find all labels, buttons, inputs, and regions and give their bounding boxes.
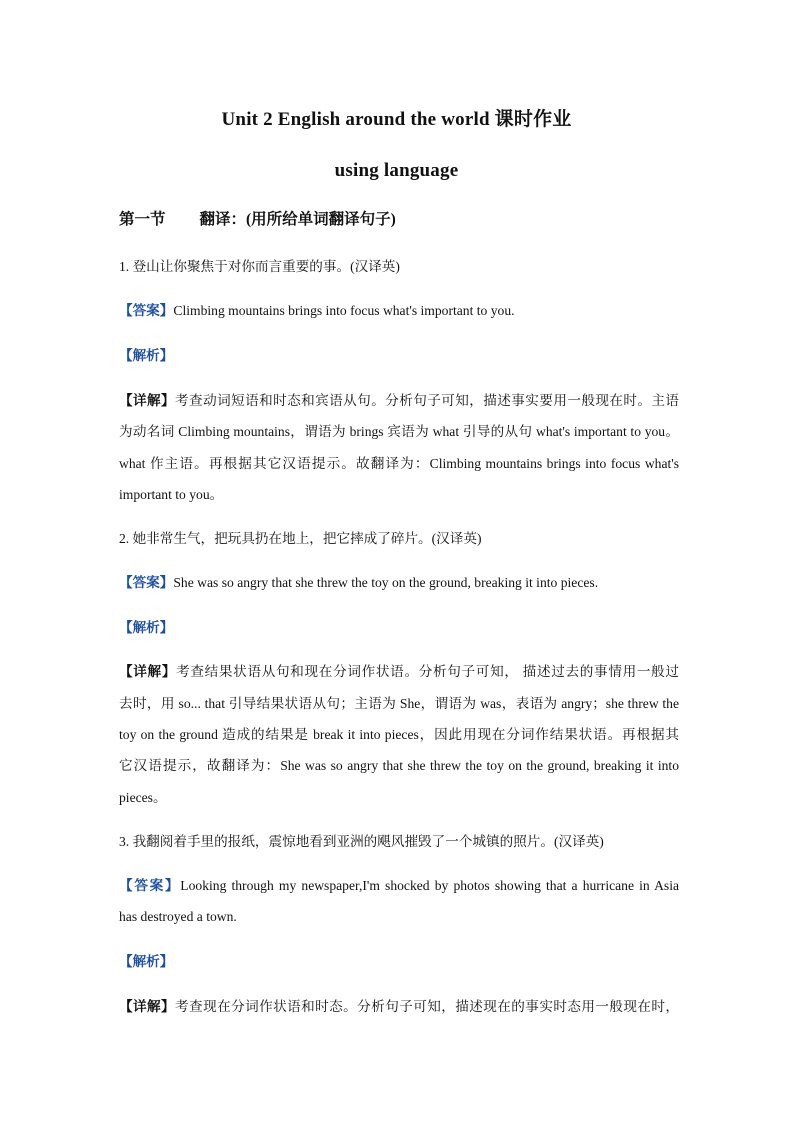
detail-line: what 作主语。再根据其它汉语提示。故翻译为：Climbing mountains brings into focus what's bbox=[119, 456, 679, 471]
detail-line bbox=[119, 663, 679, 681]
question-prompt: 2. 她非常生气，把玩具扔在地上，把它摔成了碎片。(汉译英) bbox=[119, 531, 482, 546]
detail-text: 考查结果状语从句和现在分词作状语。分析句子可知， 描述过去的事情用一般过 bbox=[176, 664, 679, 679]
analysis-label: 【解析】 bbox=[119, 620, 174, 635]
section-heading bbox=[119, 211, 679, 229]
detail-text: 考查动词短语和时态和宾语从句。分析句子可知，描述事实要用一般现在时。主语 bbox=[175, 393, 680, 408]
analysis-tag bbox=[119, 619, 679, 637]
answer-line bbox=[119, 574, 679, 592]
detail-line: 它汉语提示，故翻译为：She was so angry that she threw the toy on the ground, breaking it into bbox=[119, 758, 679, 773]
document-title: Unit 2 English around the world 课时作业 bbox=[221, 109, 572, 130]
detail-line: 为动名词 Climbing mountains，谓语为 brings 宾语为 what 引导的从句 what's important to you。 bbox=[119, 424, 679, 439]
detail-line bbox=[119, 392, 679, 410]
detail-tag: 【详解】 bbox=[119, 393, 176, 408]
analysis-label: 【解析】 bbox=[119, 954, 174, 969]
detail-line bbox=[119, 998, 679, 1016]
analysis-tag bbox=[119, 953, 679, 971]
detail-line: pieces。 bbox=[119, 790, 167, 805]
answer-tag: 【答案】 bbox=[119, 878, 181, 893]
detail-line: important to you。 bbox=[119, 487, 224, 502]
answer-line-continued: has destroyed a town. bbox=[119, 909, 237, 924]
analysis-label: 【解析】 bbox=[119, 348, 174, 363]
detail-tag: 【详解】 bbox=[119, 999, 176, 1014]
question-prompt: 3. 我翻阅着手里的报纸，震惊地看到亚洲的飓风摧毁了一个城镇的照片。(汉译英) bbox=[119, 834, 604, 849]
answer-text: She was so angry that she threw the toy on the ground, breaking it into pieces. bbox=[173, 575, 599, 590]
answer-text: Climbing mountains brings into focus what's important to you. bbox=[173, 303, 515, 318]
answer-tag: 【答案】 bbox=[119, 575, 174, 590]
question-prompt: 1. 登山让你聚焦于对你而言重要的事。(汉译英) bbox=[119, 259, 400, 274]
detail-text: 考查现在分词作状语和时态。分析句子可知，描述现在的事实时态用一般现在时， bbox=[175, 999, 680, 1014]
detail-line: toy on the ground 造成的结果是 break it into pieces，因此用现在分词作结果状语。再根据其 bbox=[119, 727, 679, 742]
document-subtitle: using language bbox=[334, 160, 459, 181]
answer-tag: 【答案】 bbox=[119, 303, 174, 318]
answer-line bbox=[119, 877, 679, 895]
section-name: 第一节 bbox=[119, 211, 166, 228]
analysis-tag bbox=[119, 347, 679, 365]
detail-line: 去时，用 so... that 引导结果状语从句；主语为 She，谓语为 was，表语为 angry；she threw the bbox=[119, 696, 679, 711]
section-instruction: 翻译：(用所给单词翻译句子) bbox=[199, 211, 396, 228]
answer-text: Looking through my newspaper,I'm shocked by photos showing that a hurricane in Asia bbox=[180, 878, 680, 893]
answer-line bbox=[119, 302, 679, 320]
detail-tag: 【详解】 bbox=[119, 664, 177, 679]
